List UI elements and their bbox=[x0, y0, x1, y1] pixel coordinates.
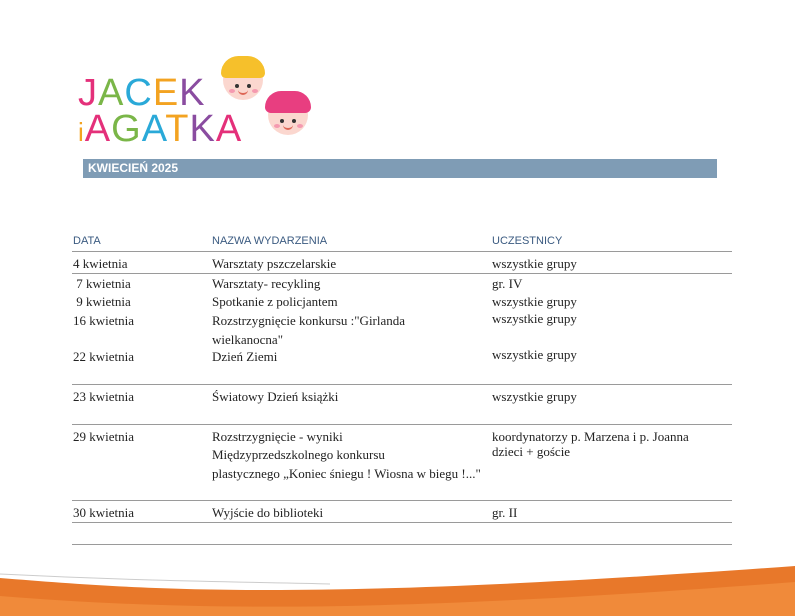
row-event: Dzień Ziemi bbox=[212, 349, 278, 364]
row-participants: gr. II bbox=[492, 505, 518, 520]
row-event: Rozstrzygnięcie - wyniki bbox=[212, 429, 343, 444]
logo-text-jacek: JACEK bbox=[78, 72, 206, 114]
table-bottom-line bbox=[72, 544, 732, 545]
row-date: 29 kwietnia bbox=[73, 429, 135, 444]
row-date: 30 kwietnia bbox=[73, 505, 135, 520]
row-divider bbox=[72, 522, 732, 523]
row-event: Wyjście do biblioteki bbox=[212, 505, 324, 520]
logo bbox=[78, 58, 318, 148]
row-divider bbox=[72, 384, 732, 385]
row-participants-continued: dzieci + goście bbox=[492, 444, 571, 459]
row-date: 9 kwietnia bbox=[73, 294, 131, 309]
girl-face-icon bbox=[268, 95, 308, 135]
row-event: Rozstrzygnięcie konkursu :"Girlanda bbox=[212, 313, 406, 328]
row-participants: wszystkie grupy bbox=[492, 311, 577, 326]
month-title: KWIECIEŃ 2025 bbox=[83, 159, 717, 178]
row-participants: koordynatorzy p. Marzena i p. Joanna bbox=[492, 429, 689, 444]
row-participants: wszystkie grupy bbox=[492, 347, 577, 362]
row-divider bbox=[72, 424, 732, 425]
row-participants: gr. IV bbox=[492, 276, 523, 291]
row-date: 7 kwietnia bbox=[73, 276, 131, 291]
header-date: DATA bbox=[73, 235, 101, 247]
row-event: Światowy Dzień książki bbox=[212, 389, 339, 404]
header-event-name: NAZWA WYDARZENIA bbox=[212, 235, 328, 247]
row-date: 23 kwietnia bbox=[73, 389, 135, 404]
row-participants: wszystkie grupy bbox=[492, 256, 577, 271]
row-event-continued: Międzyprzedszkolnego konkursu bbox=[212, 447, 385, 462]
logo-text-agatka: iAGATKA bbox=[78, 108, 243, 150]
header-divider bbox=[72, 251, 732, 252]
row-date: 4 kwietnia bbox=[73, 256, 128, 271]
row-date: 16 kwietnia bbox=[73, 313, 135, 328]
row-event-continued: wielkanocna" bbox=[212, 332, 283, 347]
row-participants: wszystkie grupy bbox=[492, 294, 577, 309]
row-event: Warsztaty pszczelarskie bbox=[212, 256, 337, 271]
boy-face-icon bbox=[223, 60, 263, 100]
row-date: 22 kwietnia bbox=[73, 349, 135, 364]
row-divider bbox=[72, 273, 732, 274]
row-event: Warsztaty- recykling bbox=[212, 276, 321, 291]
row-participants: wszystkie grupy bbox=[492, 389, 577, 404]
row-event-continued: plastycznego „Koniec śniegu ! Wiosna w biegu !..." bbox=[212, 466, 481, 481]
row-event: Spotkanie z policjantem bbox=[212, 294, 338, 309]
row-divider bbox=[72, 500, 732, 501]
header-participants: UCZESTNICY bbox=[492, 235, 563, 247]
decorative-swoosh bbox=[0, 560, 795, 616]
